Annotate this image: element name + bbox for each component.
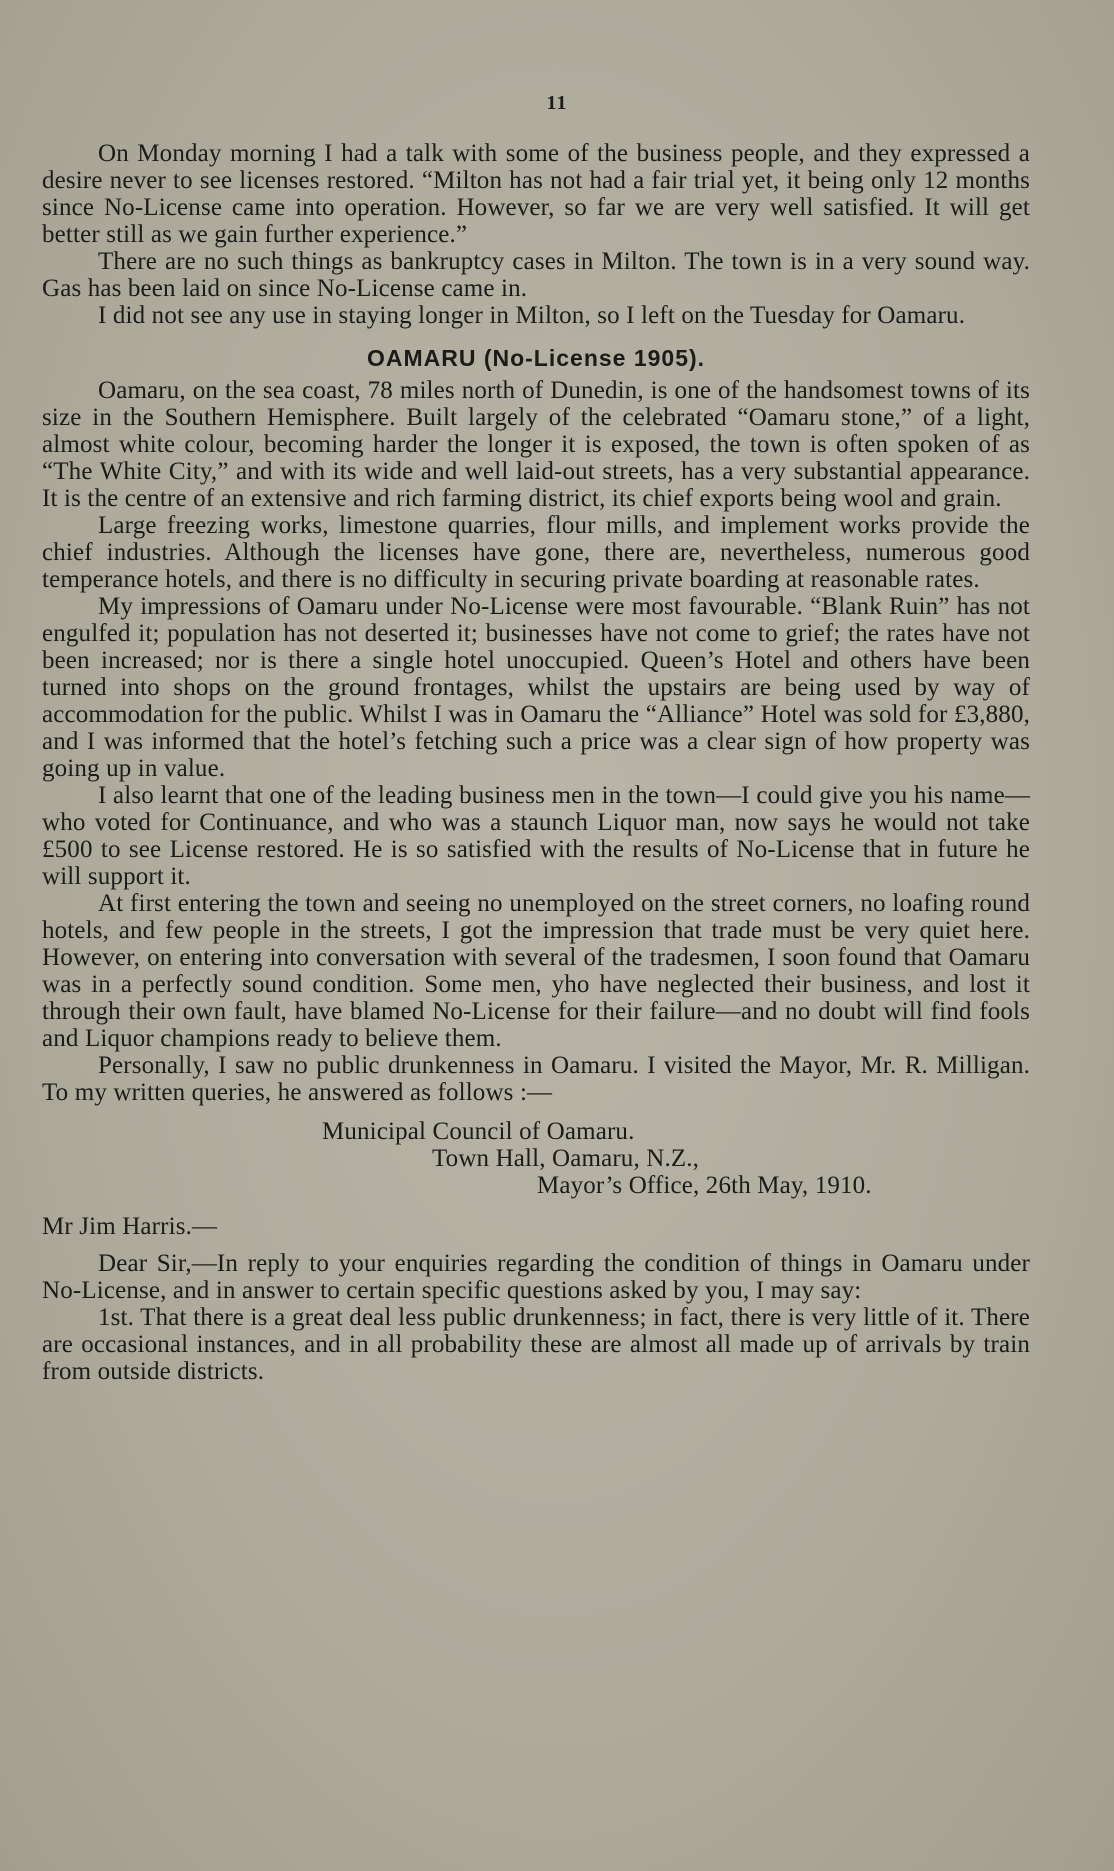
letter-paragraph-first-point: 1st. That there is a great deal less public drunkenness; in fact, there is very little of it. There are occasional instances, and in all probability these are almost all made up of arrivals by train from outside districts. [42,1304,1030,1385]
page-body [42,140,1030,1385]
paragraph-oamaru-mayor-visit: Personally, I saw no public drunkenness in Oamaru. I visited the Mayor, Mr. R. Milligan. To my written queries, he answered as follows :— [42,1052,1030,1106]
letter-heading-council: Municipal Council of Oamaru. [322,1118,635,1145]
letter-heading-date: Mayor’s Office, 26th May, 1910. [537,1172,872,1199]
paragraph-oamaru-business-man: I also learnt that one of the leading business men in the town—I could give you his name—who voted for Continuance, and who was a staunch Liquor man, now says he would not take £500 to see License restored. He is so satisfied with the results of No-License that in future he will support it. [42,782,1030,890]
letter-heading [42,1118,1030,1199]
letter-heading-address: Town Hall, Oamaru, N.Z., [432,1145,700,1172]
paragraph-oamaru-trade: At first entering the town and seeing no unemployed on the street corners, no loafing round hotels, and few people in the streets, I got the impression that trade must be very quiet here. However, on entering into conversation with several of the tradesmen, I soon found that Oamaru was in a perfectly sound condition. Some men, yho have neglected their business, and lost it through their own fault, have blamed No-License for their failure—and no doubt will find fools and Liquor champions ready to believe them. [42,890,1030,1052]
paragraph-oamaru-description: Oamaru, on the sea coast, 78 miles north of Dunedin, is one of the handsomest towns of its size in the Southern Hemisphere. Built largely of the celebrated “Oamaru stone,” of a light, almost white colour, becoming harder the longer it is exposed, the town is often spoken of as “The White City,” and with its wide and well laid-out streets, has a very substantial appearance. It is the centre of an extensive and rich farming district, its chief exports being wool and grain. [42,377,1030,512]
section-heading-oamaru: OAMARU (No-License 1905). [366,345,706,371]
paragraph-oamaru-industries: Large freezing works, limestone quarries, flour mills, and implement works provide the chief industries. Although the licenses have gone, there are, nevertheless, numerous good temperance hotels, and there is no difficulty in securing private boarding at reasonable rates. [42,512,1030,593]
letter-salutation: Mr Jim Harris.— [42,1213,218,1240]
paragraph-milton-departure: I did not see any use in staying longer in Milton, so I left on the Tuesday for Oamaru. [98,302,966,329]
letter-paragraph-intro: Dear Sir,—In reply to your enquiries regarding the condition of things in Oamaru under No-License, and in answer to certain specific questions asked by you, I may say: [42,1250,1030,1304]
paragraph-oamaru-impressions: My impressions of Oamaru under No-License were most favourable. “Blank Ruin” has not engulfed it; population has not deserted it; businesses have not come to grief; the rates have not been increased; nor is there a single hotel unoccupied. Queen’s Hotel and others have been turned into shops on the ground frontages, whilst the upstairs are being used by way of accommodation for the public. Whilst I was in Oamaru the “Alliance” Hotel was sold for £3,880, and I was informed that the hotel’s fetching such a price was a clear sign of how property was going up in value. [42,593,1030,782]
paragraph-milton-business: On Monday morning I had a talk with some of the business people, and they expressed a desire never to see licenses restored. “Milton has not had a fair trial yet, it being only 12 months since No-License came into operation. However, so far we are very well satisfied. It will get better still as we gain further experience.” [42,140,1030,248]
page-number: 11 [546,92,568,114]
paragraph-milton-bankruptcy: There are no such things as bankruptcy cases in Milton. The town is in a very sound way. Gas has been laid on since No-License came in. [42,248,1030,302]
